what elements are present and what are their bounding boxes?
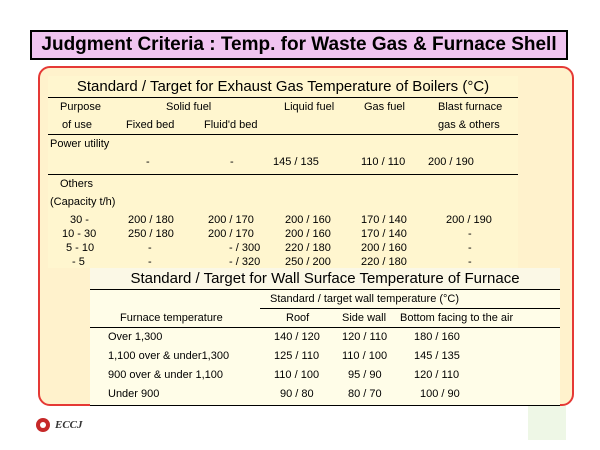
table-row: Under 900 90 / 80 80 / 70 100 / 90 — [108, 388, 460, 400]
header-liquid-fuel: Liquid fuel — [284, 101, 335, 113]
header-gas-others: gas & others — [438, 119, 500, 131]
header-blast-furnace: Blast furnace — [438, 101, 503, 113]
boiler-table-title: Standard / Target for Exhaust Gas Temperature of Boilers (°C) — [76, 78, 490, 95]
header-furnace-temp: Furnace temperature — [120, 312, 223, 324]
others-label: Others — [60, 178, 94, 190]
group-header: Standard / target wall temperature (°C) — [270, 293, 460, 305]
table-row: 5 - 10 - - / 300 220 / 180 200 / 160 - — [66, 242, 472, 254]
boiler-table — [48, 76, 518, 268]
header-purpose: Purpose — [60, 101, 101, 113]
logo-text: ECCJ — [55, 419, 83, 431]
header-bottom: Bottom facing to the air — [400, 312, 514, 324]
eccj-logo — [36, 418, 83, 432]
header-side-wall: Side wall — [342, 312, 387, 324]
table-row: - - 145 / 135 110 / 110 200 / 190 — [146, 156, 474, 168]
table-row: 1,100 over & under1,300 125 / 110 110 / 100 145 / 135 — [108, 350, 460, 362]
header-fixed-bed: Fixed bed — [126, 119, 175, 131]
page-title: Judgment Criteria : Temp. for Waste Gas & Furnace Shell — [30, 30, 568, 60]
table-row: - 5 - - / 320 250 / 200 220 / 180 - — [72, 256, 472, 268]
table-row: Over 1,300 140 / 120 120 / 110 180 / 160 — [108, 331, 460, 343]
power-utility-label: Power utility — [50, 138, 110, 150]
furnace-table-title: Standard / Target for Wall Surface Temperature of Furnace — [90, 268, 560, 289]
eccj-logo-icon — [36, 418, 50, 432]
furnace-table — [90, 268, 560, 406]
table-row: 900 over & under 1,100 110 / 100 95 / 90 120 / 110 — [108, 369, 460, 381]
header-solid-fuel: Solid fuel — [166, 101, 212, 113]
header-of-use: of use — [62, 119, 92, 131]
capacity-label: (Capacity t/h) — [50, 196, 116, 208]
table-row: 30 - 200 / 180 200 / 170 200 / 160 170 / 140 200 / 190 — [70, 214, 492, 226]
header-roof: Roof — [286, 312, 310, 324]
header-gas-fuel: Gas fuel — [364, 101, 405, 113]
header-fluidized-bed: Fluid'd bed — [204, 119, 258, 131]
table-row: 10 - 30 250 / 180 200 / 170 200 / 160 170 / 140 - — [62, 228, 472, 240]
